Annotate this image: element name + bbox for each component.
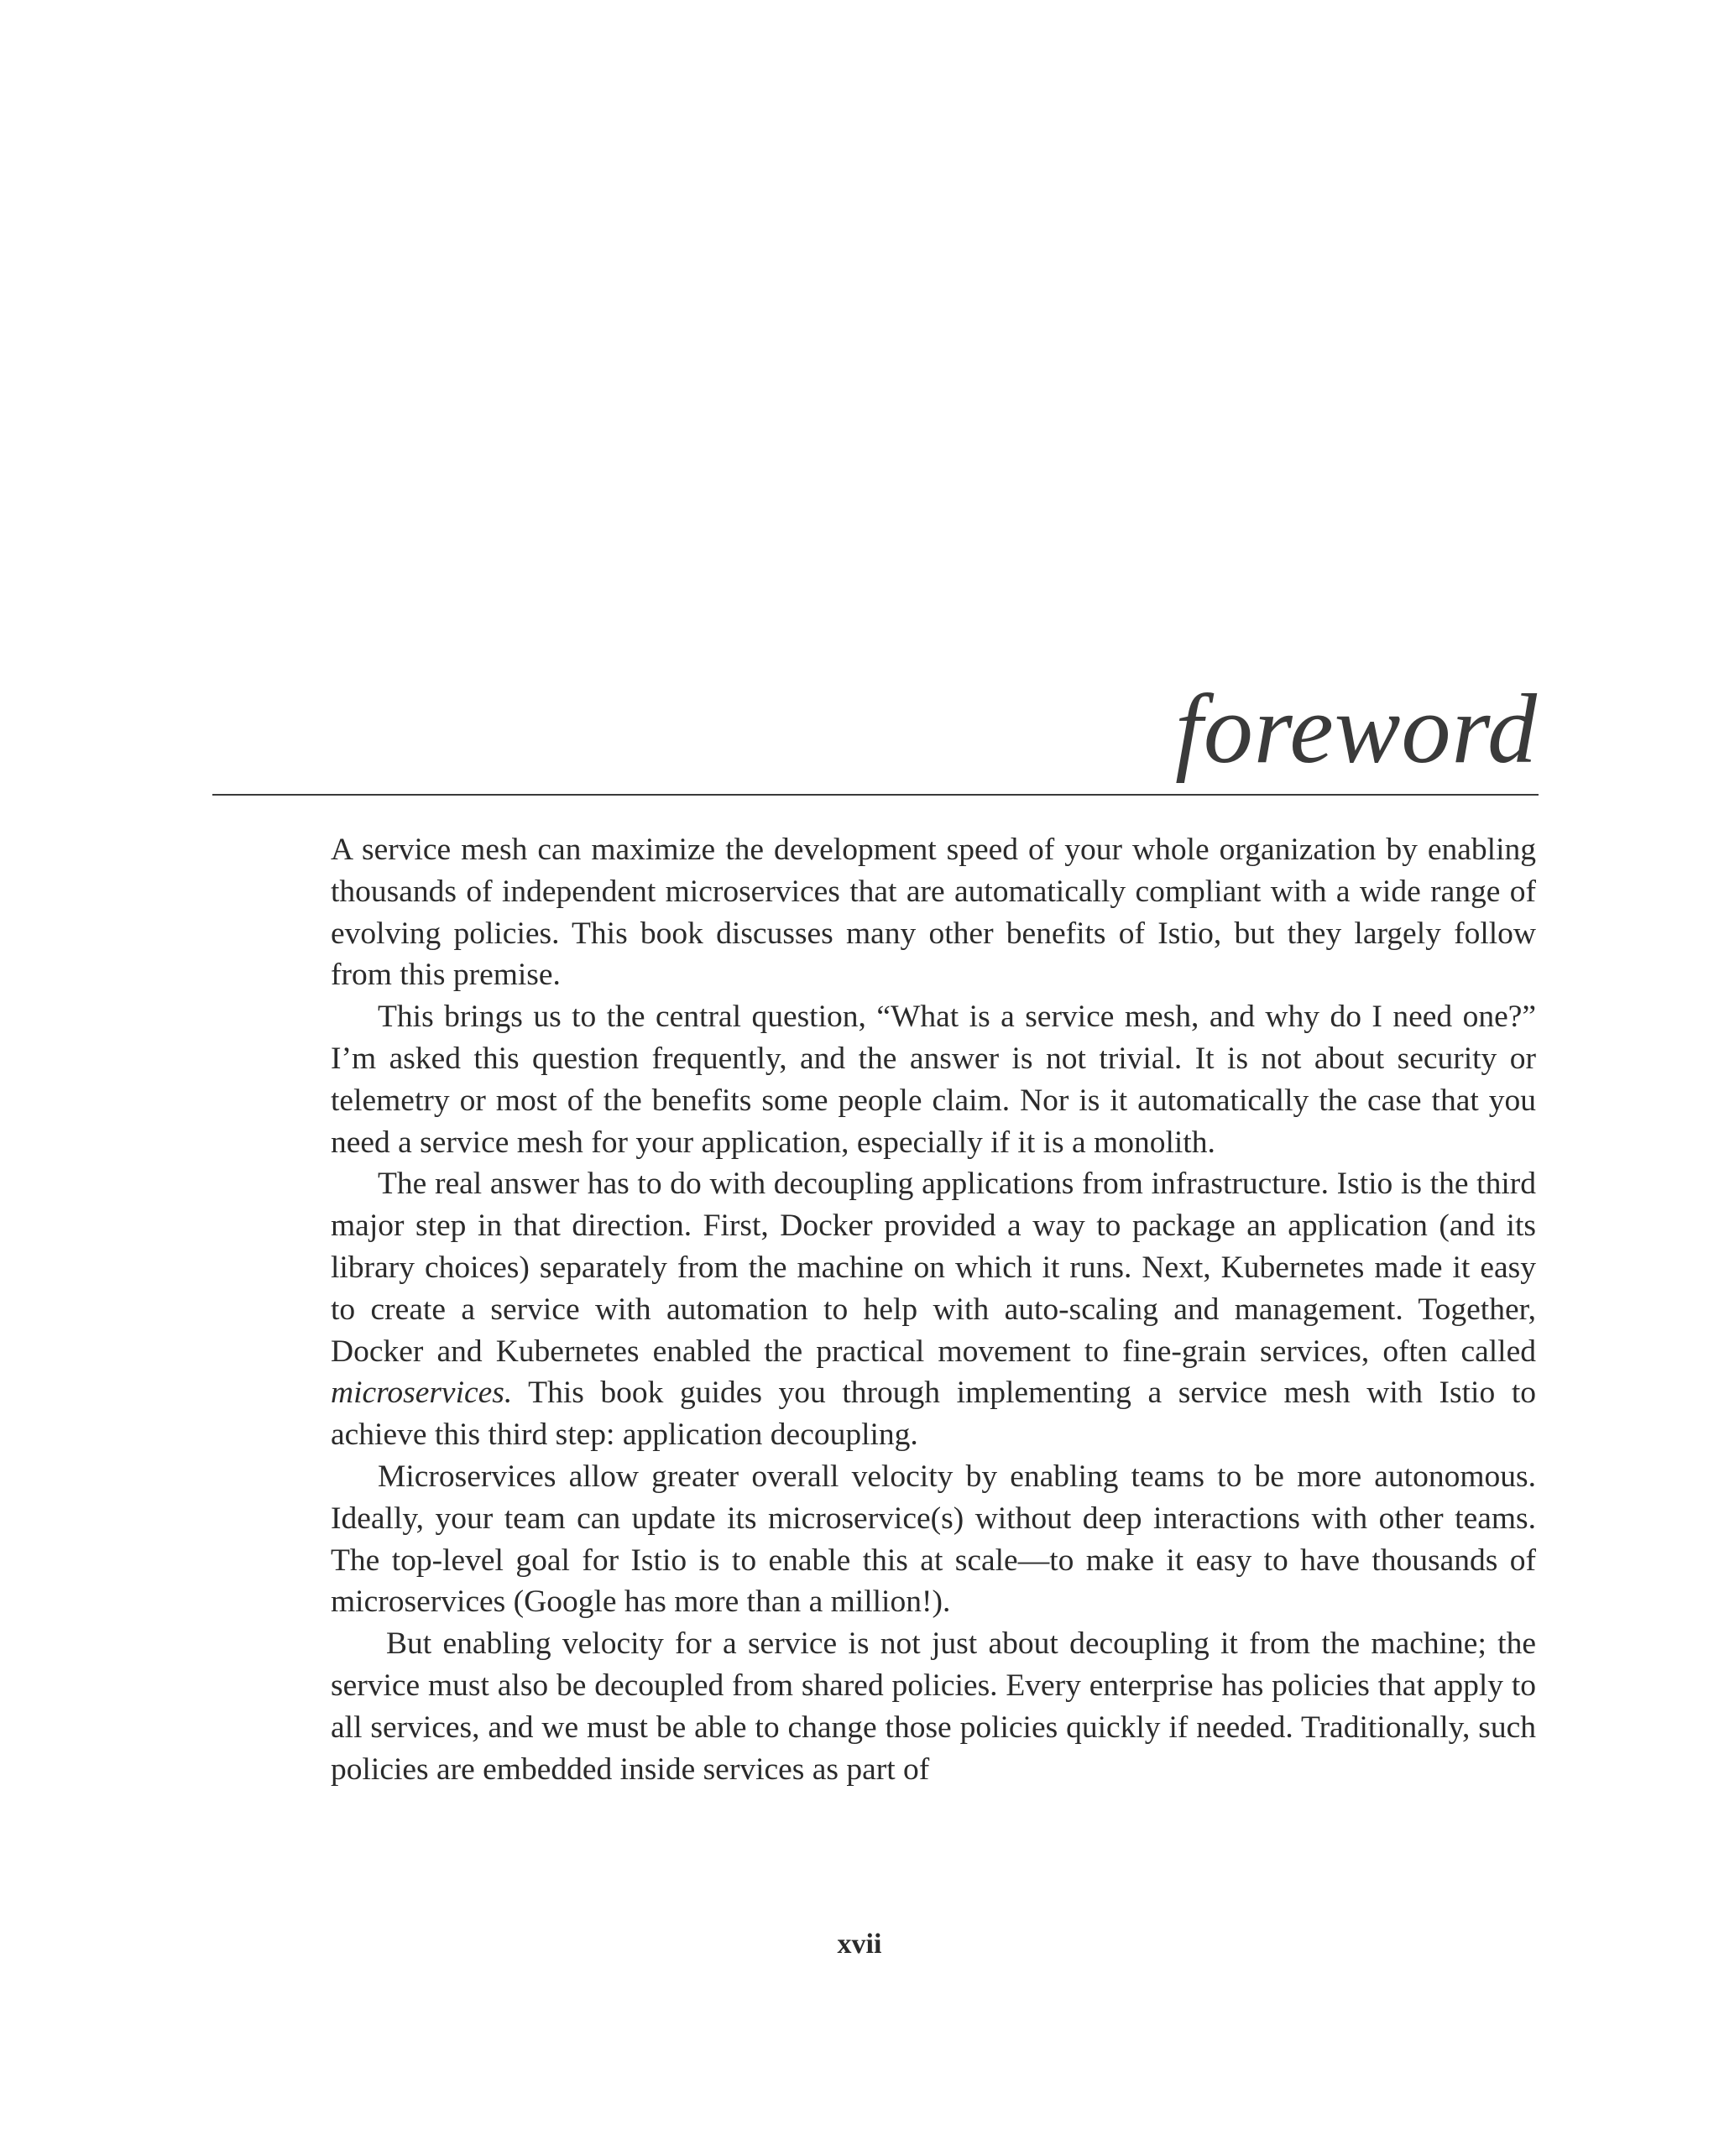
- paragraph-5: But enabling velocity for a service is not just about decoupling it from the machine; the service must also be decoupled from shared policies. Every enterprise has policies that apply to all services, and we must be able to change those policies quickly if needed. Traditionally, such policies are embedded inside services as part of: [331, 1626, 1536, 1787]
- page-number: xvii: [837, 1929, 882, 1960]
- paragraph-1: A service mesh can maximize the development speed of your whole organization by enabling thousands of independent microservices that are automatically compliant with a wide range of evolving policies. This book discusses many other benefits of Istio, but they largely follow from this premise.: [331, 833, 1536, 993]
- chapter-title: foreword: [1175, 674, 1538, 784]
- paragraph-3-text: The real answer has to do with decoupling applications from infrastructure. Istio is the third major step in that direction. First, Docker provided a way to package an application (and its library choices) separately from the machine on which it runs. Next, Kubernetes made it easy to create a service with automation to help with auto-scaling and management. Together, Docker and Kubernetes enabled the practical movement to fine-grain services, often called: [331, 1167, 1536, 1369]
- paragraph-3-text-end: This book guides you through implementing a service mesh with Istio to achieve this third step: application decoupling.: [331, 1376, 1536, 1453]
- paragraph-4: Microservices allow greater overall velocity by enabling teams to be more autonomous. Ideally, your team can update its microservice(s) without deep interactions with other teams. The top-level goal for Istio is to enable this at scale—to make it easy to have thousands of microservices (Google has more than a million!).: [331, 1459, 1536, 1620]
- paragraph-2: This brings us to the central question, “What is a service mesh, and why do I need one?” I’m asked this question frequently, and the answer is not trivial. It is not about security or telemetry or most of the benefits some people claim. Nor is it automatically the case that you need a service mesh for your application, especially if it is a monolith.: [331, 1000, 1536, 1160]
- paragraph-3: [331, 1163, 1536, 1456]
- microservices-term: microservices.: [331, 1376, 513, 1411]
- body-text: [331, 829, 1536, 1790]
- title-rule: [212, 794, 1539, 796]
